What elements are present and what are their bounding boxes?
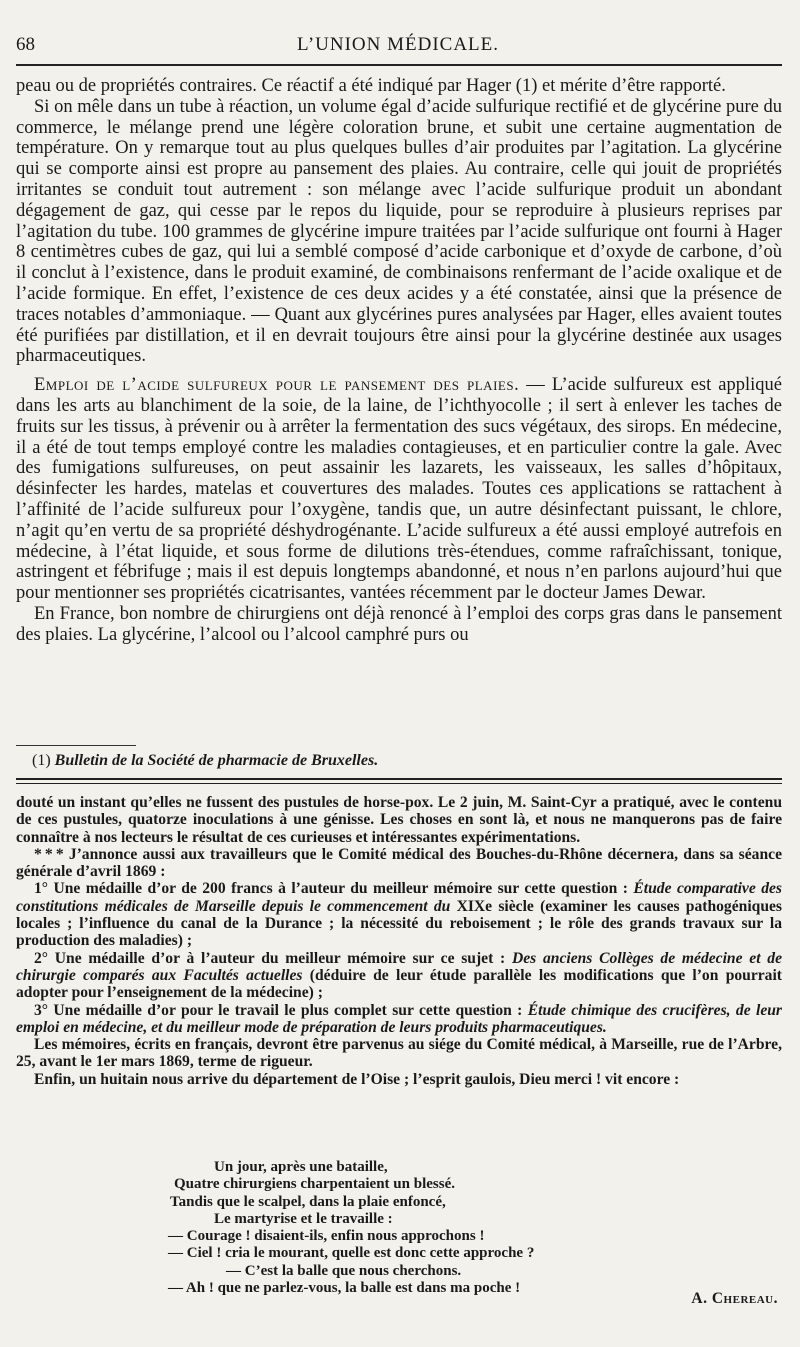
prize-text: 3° Une médaille d’or pour le travail le plus complet sur cette question : bbox=[34, 1001, 528, 1019]
poem-line: — Courage ! disaient-ils, enfin nous approchons ! bbox=[168, 1228, 485, 1245]
feuilleton-column bbox=[16, 794, 782, 1088]
section-paragraph bbox=[16, 375, 782, 604]
poem-line: Quatre chirurgiens charpentaient un blessé. bbox=[174, 1176, 455, 1193]
poem bbox=[168, 1159, 534, 1297]
page-header bbox=[16, 34, 780, 58]
header-rule bbox=[16, 64, 782, 66]
section-body: — L’acide sulfureux est appliqué dans les arts au blanchiment de la soie, de la laine, de l’ichthyocolle ; il sert à enlever les taches de fruits sur les tissus, à prévenir ou à arrêter la fermentation des sucs végétaux, des sirops. En médecine, il a été de tout temps employé contre les maladies contagieuses, et en particulier contre la gale. Avec des fumigations sulfureuses, on peut assainir les lazarets, les vaisseaux, les salles d’hôpitaux, désinfecter les hardes, matelas et couvertures des malades. Toutes ces applications se rattachent à l’affinité de l’acide sulfureux pour l’oxygène, tandis que, un autre désinfectant puissant, le chlore, n’agit qu’en vertu de sa propriété déshydrogénante. L’acide sulfureux a été aussi employé autrefois en médecine, à l’état liquide, et sous forme de dilutions très-étendues, comme rafraîchissant, tonique, astringent et fébrifuge ; mais il est depuis longtemps abandonné, et nous n’en parlons aujourd’hui que pour mentionner ses propriétés cicatrisantes, vantées récemment par le docteur James Dewar. bbox=[16, 375, 782, 604]
feuilleton-paragraph: Enfin, un huitain nous arrive du département de l’Oise ; l’esprit gaulois, Dieu merci ! vit encore : bbox=[34, 1070, 680, 1088]
prize-title: Étude comparative des constitutions médicales de Marseille depuis le commencement du bbox=[16, 880, 782, 915]
prize-title: Des anciens Collèges de médecine et de chirurgie comparés aux Facultés actuelles bbox=[16, 949, 782, 984]
main-article bbox=[16, 76, 782, 646]
page-number: 68 bbox=[16, 34, 35, 55]
section-title: Emploi de l’acide sulfureux pour le pansement des plaies. bbox=[34, 375, 520, 396]
footnote-rule bbox=[16, 745, 136, 746]
poem-line: — Ciel ! cria le mourant, quelle est donc cette approche ? bbox=[168, 1245, 535, 1262]
prize-century: XIXe siècle bbox=[450, 897, 534, 915]
poem-line: — Ah ! que ne parlez-vous, la balle est dans ma poche ! bbox=[168, 1280, 521, 1297]
footnote-text: Bulletin de la Société de pharmacie de Bruxelles. bbox=[54, 752, 379, 769]
article-paragraph: peau ou de propriétés contraires. Ce réactif a été indiqué par Hager (1) et mérite d’être rapporté. bbox=[16, 76, 726, 96]
feuilleton-rule-thin bbox=[16, 783, 782, 784]
article-paragraph: En France, bon nombre de chirurgiens ont déjà renoncé à l’emploi des corps gras dans le pansement des plaies. La glycérine, l’alcool ou l’alcool camphré purs ou bbox=[16, 603, 782, 645]
feuilleton-paragraph: Les mémoires, écrits en français, devront être parvenus au siége du Comité médical, à Marseille, rue de l’Arbre, 25, avant le 1er mars 1869, terme de rigueur. bbox=[16, 1036, 782, 1071]
prize-text: 1° Une médaille d’or de 200 francs à l’auteur du meilleur mémoire sur cette question : bbox=[34, 880, 634, 898]
article-paragraph: Si on mêle dans un tube à réaction, un volume égal d’acide sulfurique rectifié et de glycérine pure du commerce, le mélange prend une légère coloration brune, et subit une certaine augmentation de température. On y remarque tout au plus quelques bulles d’air produites par l’agitation. La glycérine qui se comporte ainsi est propre au pansement des plaies. Au contraire, celle qui jouit de propriétés irritantes se conduit tout autrement : son mélange avec l’acide sulfurique produit un abondant dégagement de gaz, qui cesse par le repos du liquide, pour se reproduire à plusieurs reprises par l’agitation du tube. 100 grammes de glycérine impure traitées par l’acide sulfurique ont fourni à Hager 8 centimètres cubes de gaz, qui lui a semblé composé d’acide carbonique et d’oxyde de carbone, d’où il conclut à l’existence, dans le produit examiné, de combinaisons renfermant de l’acide oxalique et de l’acide formique. En effet, l’existence de ces deux acides y a été constatée, ainsi que la présence de traces notables d’ammoniaque. — Quant aux glycérines pures analysées par Hager, elles avaient toutes été purifiées par distillation, et il en devrait toujours être ainsi pour la glycérine destinée aux usages pharmaceutiques. bbox=[16, 96, 782, 367]
feuilleton-paragraph: douté un instant qu’elles ne fussent des pustules de horse-pox. Le 2 juin, M. Saint-Cyr a pratiqué, avec le contenu de ces pustules, quatorze inoculations à une génisse. Les choses en sont là, et nous ne manquerons pas de faire connaître à nos lecteurs le résultat de ces curieuses et intéressantes expérimentations. bbox=[16, 794, 782, 846]
poem-line: Tandis que le scalpel, dans la plaie enfoncé, bbox=[170, 1193, 446, 1210]
footnote-marker: (1) bbox=[32, 752, 51, 769]
prize-text: 2° Une médaille d’or à l’auteur du meilleur mémoire sur ce sujet : bbox=[34, 949, 512, 967]
feuilleton-paragraph bbox=[16, 846, 782, 881]
author-signature: A. Chereau. bbox=[691, 1290, 778, 1307]
poem-line: Le martyrise et le travaille : bbox=[214, 1210, 393, 1227]
poem-line: — C’est la balle que nous cherchons. bbox=[226, 1262, 462, 1279]
prize-1 bbox=[16, 880, 782, 949]
feuilleton-rule-thick bbox=[16, 778, 782, 780]
prize-2 bbox=[16, 950, 782, 1002]
prize-title: Étude chimique des crucifères, de leur emploi en médecine, et du meilleur mode de préparation de leurs produits pharmaceutiques. bbox=[16, 1001, 782, 1036]
running-head: L’UNION MÉDICALE. bbox=[296, 34, 500, 55]
feuilleton-text: J’annonce aussi aux travailleurs que le Comité médical des Bouches-du-Rhône décernera, dans sa séance générale d’avril 1869 : bbox=[16, 845, 782, 881]
prize-text: (examiner les causes pathogéniques locales ; l’influence du canal de la Durance ; la nécessité du reboisement ; le rôle des grands travaux sur la production des maladies) ; bbox=[16, 897, 782, 950]
poem-line: Un jour, après une bataille, bbox=[214, 1159, 388, 1175]
footnote bbox=[32, 752, 782, 770]
prize-3 bbox=[16, 1002, 782, 1037]
prize-text: (déduire de leur étude parallèle les modifications que l’on pourrait adopter pour l’enseignement de la médecine) ; bbox=[16, 966, 782, 1002]
asterism: * * * bbox=[34, 845, 64, 863]
